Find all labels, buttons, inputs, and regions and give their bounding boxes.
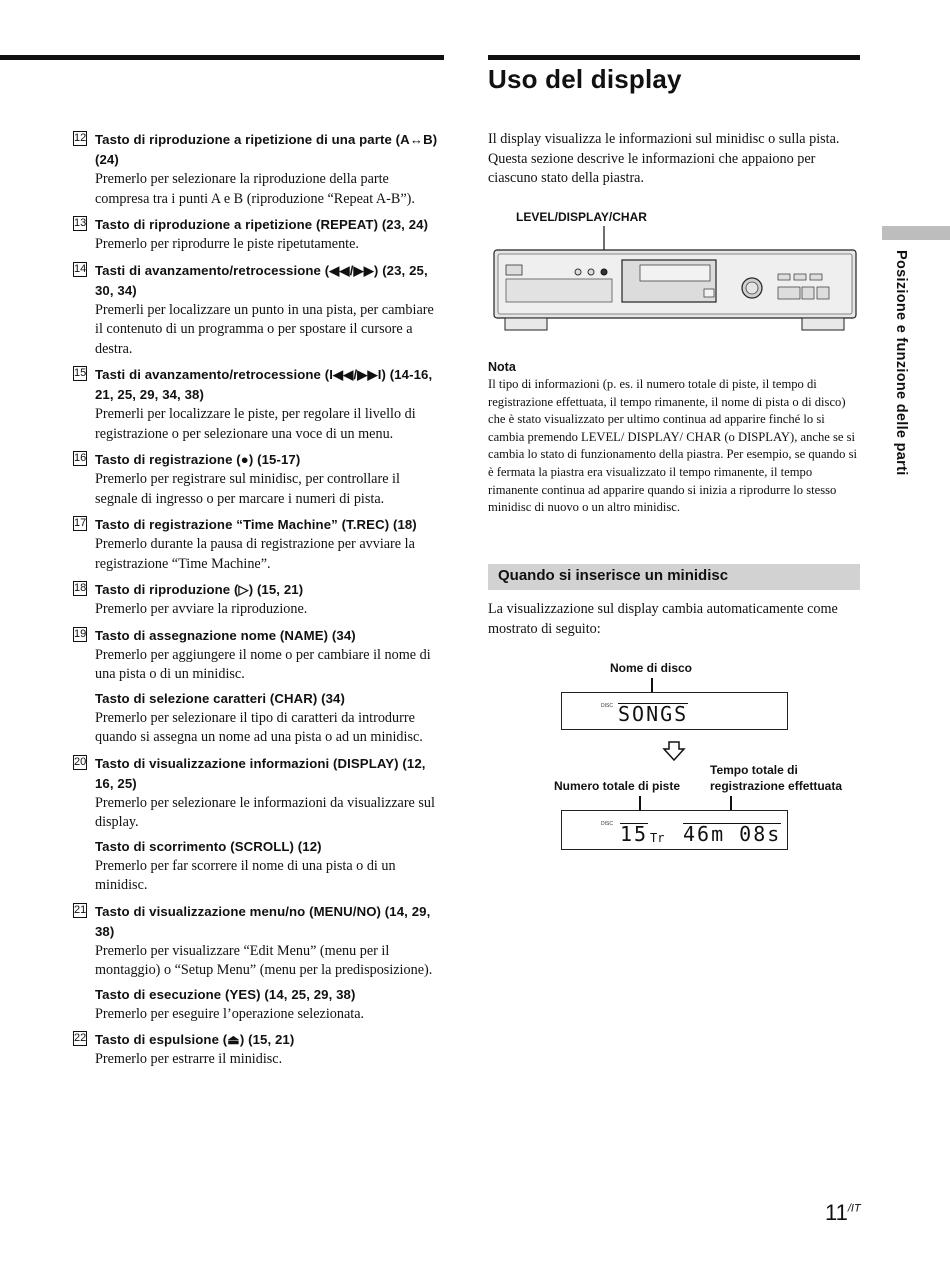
item-subdescription: Premerlo per selezionare il tipo di caratteri da introdurre quando si assegna un nome ad una pista o ad un minidisc.	[95, 709, 423, 745]
item-heading: Tasti di avanzamento/retrocessione (I◀◀/▶▶I) (14-16, 21, 25, 29, 34, 38)	[95, 367, 433, 402]
list-item	[73, 130, 445, 209]
lcd-disc-indicator-2: DISC	[601, 821, 613, 827]
item-heading: Tasto di riproduzione a ripetizione (REPEAT) (23, 24)	[95, 217, 429, 232]
item-number: 12	[74, 132, 87, 144]
item-number: 22	[74, 1032, 87, 1044]
page-number-value: 11	[825, 1200, 848, 1225]
item-heading: Tasto di visualizzazione menu/no (MENU/NO) (14, 29, 38)	[95, 903, 431, 939]
item-subheading: Tasto di selezione caratteri (CHAR) (34)	[95, 690, 345, 706]
item-heading: Tasto di assegnazione nome (NAME) (34)	[95, 627, 356, 643]
top-rule-right	[488, 55, 860, 60]
item-heading: Tasto di riproduzione (▷) (15, 21)	[95, 582, 304, 597]
minidisc-deck-illustration	[490, 222, 860, 334]
list-item	[73, 515, 445, 574]
item-description: Premerlo per selezionare le informazioni da visualizzare sul display.	[95, 794, 435, 830]
item-description: Premerlo per registrare sul minidisc, per controllare il segnale di ingresso o per marcare i numeri di pista.	[95, 471, 400, 507]
list-item	[73, 754, 445, 896]
item-description: Premerlo per visualizzare “Edit Menu” (menu per il montaggio) o “Setup Menu” (menu per la predisposizione).	[95, 942, 433, 978]
item-description: Premerlo per selezionare la riproduzione della parte compresa tra i punti A e B (riproduzione “Repeat A-B”).	[95, 171, 415, 207]
item-number: 19	[74, 627, 87, 640]
lcd-disc-name-text: SONGS	[618, 702, 689, 726]
item-description: Premerli per localizzare le piste, per regolare il livello di registrazione o per selezionare una voce di un menu.	[95, 406, 416, 442]
list-item	[73, 215, 445, 255]
button-descriptions-list	[73, 130, 445, 1076]
list-item	[73, 261, 445, 360]
item-number: 18	[74, 582, 87, 594]
total-tracks-label: Numero totale di piste	[554, 779, 681, 793]
note-body: Il tipo di informazioni (p. es. il numero totale di piste, il tempo di registrazione effettuata, il tempo rimanente, il nome di pista o di disco) che è stato visualizzato per ultimo continua ad apparire finché lo si cambia premendo LEVEL/ DISPLAY/ CHAR (o DISPLAY), anche se si cambia lo stato di funzionamento della piastra. Per esempio, se quando si è fermata la piastra era visualizzato il tempo rimanente, il tempo rimanente continua ad apparire quando si inizia a riprodurre lo stesso minidisc di nuovo o un altro minidisc.	[488, 377, 857, 515]
disc-name-label: Nome di disco	[610, 661, 693, 675]
item-description: Premerlo per aggiungere il nome o per cambiare il nome di una pista o di un minidisc.	[95, 646, 431, 682]
page-number: $11^{/IT}$	[825, 1200, 861, 1225]
item-number: 16	[74, 452, 87, 464]
item-heading: Tasto di registrazione “Time Machine” (T.REC) (18)	[95, 517, 417, 532]
lcd-total-time: 46m 08s	[683, 822, 782, 846]
list-item	[73, 902, 445, 1025]
list-item	[73, 365, 445, 444]
list-item	[73, 1030, 445, 1070]
list-item	[73, 580, 445, 620]
item-heading: Tasto di registrazione (●) (15-17)	[95, 452, 301, 467]
item-description: Premerlo durante la pausa di registrazione per avviare la registrazione “Time Machine”.	[95, 536, 415, 572]
item-subdescription: Premerlo per eseguire l’operazione selezionata.	[95, 1005, 365, 1022]
item-description: Premerli per localizzare un punto in una pista, per cambiare il contenuto di un programma o per spostare il cursore a destra.	[95, 301, 434, 357]
list-item	[73, 450, 445, 509]
item-description: Premerlo per avviare la riproduzione.	[95, 601, 308, 617]
lcd-total-tracks: 15	[620, 822, 649, 846]
down-arrow-icon	[662, 740, 686, 762]
item-subheading: Tasto di esecuzione (YES) (14, 25, 29, 38)	[95, 986, 356, 1002]
intro-paragraph: Il display visualizza le informazioni sul minidisc o sulla pista. Questa sezione descrive le informazioni che appaiono per ciascuno stato della piastra.	[488, 131, 840, 186]
item-description: Premerlo per riprodurre le piste ripetutamente.	[95, 236, 359, 252]
total-time-label-line2: registrazione effettuata	[710, 779, 843, 793]
item-number: 21	[74, 903, 87, 916]
item-number: 15	[74, 367, 87, 379]
item-heading: Tasto di riproduzione a ripetizione di una parte (A↔B) (24)	[95, 132, 438, 167]
item-heading: Tasto di visualizzazione informazioni (DISPLAY) (12, 16, 25)	[95, 755, 426, 791]
lcd-display-totals	[561, 810, 788, 850]
note-heading: Nota	[488, 360, 516, 374]
subheading: Quando si inserisce un minidisc	[498, 567, 729, 584]
lcd-display-disc-name	[561, 692, 788, 730]
display-change-paragraph: La visualizzazione sul display cambia automaticamente come mostrato di seguito:	[488, 601, 838, 637]
device-label: LEVEL/DISPLAY/CHAR	[516, 210, 647, 224]
section-title: Uso del display	[488, 64, 682, 94]
side-tab-marker	[882, 226, 950, 240]
item-subdescription: Premerlo per far scorrere il nome di una pista o di un minidisc.	[95, 857, 396, 893]
item-number: 13	[74, 217, 87, 229]
list-item	[73, 626, 445, 748]
item-description: Premerlo per estrarre il minidisc.	[95, 1051, 283, 1067]
lcd-track-unit: Tr	[650, 831, 665, 845]
side-tab-label: Posizione e funzione delle parti	[893, 250, 909, 476]
item-heading: Tasto di espulsione (⏏) (15, 21)	[95, 1032, 295, 1047]
total-time-label-line1: Tempo totale di	[710, 763, 798, 777]
item-heading: Tasti di avanzamento/retrocessione (◀◀/▶▶) (23, 25, 30, 34)	[95, 262, 428, 298]
item-subheading: Tasto di scorrimento (SCROLL) (12)	[95, 838, 322, 854]
item-number: 17	[74, 517, 87, 529]
page-number-suffix: IT	[850, 1202, 861, 1215]
lcd-disc-indicator: DISC	[601, 703, 613, 709]
item-number: 14	[74, 262, 87, 275]
top-rule-left	[0, 55, 444, 60]
item-number: 20	[74, 755, 87, 768]
